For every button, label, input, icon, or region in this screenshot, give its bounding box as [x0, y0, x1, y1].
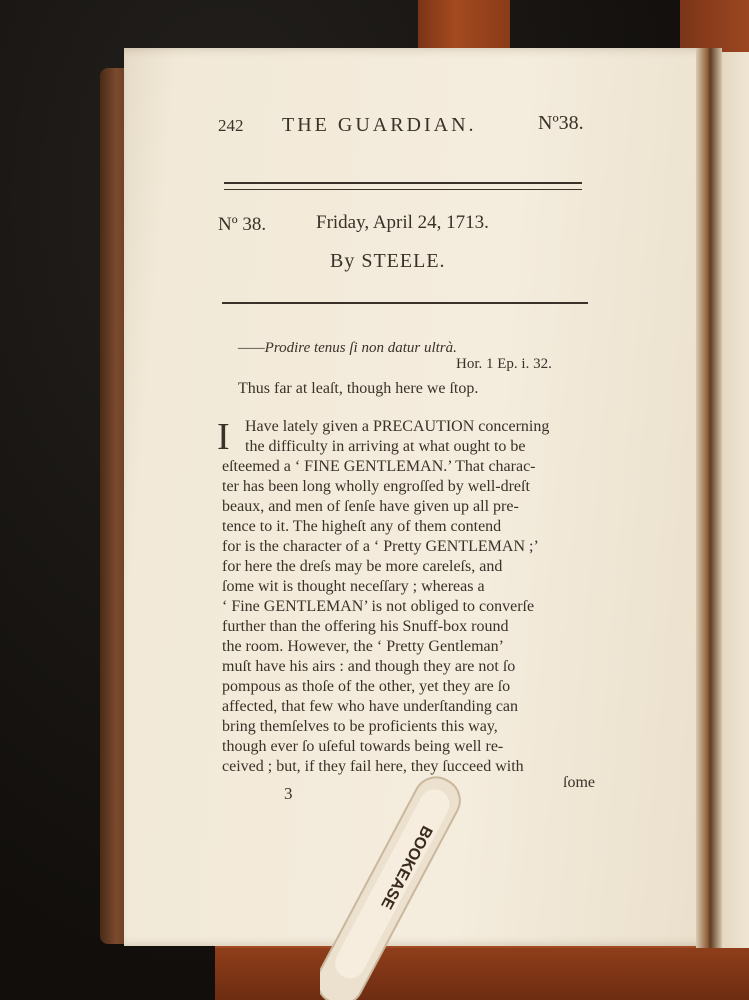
body-line: Have lately given a PRECAUTION concerning — [245, 418, 550, 435]
header-rule-thick — [224, 182, 582, 184]
section-rule — [222, 302, 588, 304]
body-line: the difficulty in arriving at what ought to be — [245, 438, 526, 455]
book-gutter — [696, 48, 722, 948]
body-line: the room. However, the ‘ Pretty Gentleman’ — [222, 638, 504, 655]
page-number: 242 — [218, 116, 244, 135]
body-line: ceived ; but, if they fail here, they ſucceed with — [222, 758, 524, 775]
header-rule-thin — [224, 189, 582, 190]
facing-page-edge — [718, 52, 749, 948]
body-line: ‘ Fine GENTLEMAN’ is not obliged to converſe — [222, 598, 535, 615]
body-line: ter has been long wholly engroſſed by well-dreſt — [222, 478, 530, 495]
issue-date: Friday, April 24, 1713. — [316, 212, 489, 233]
body-line: though ever ſo uſeful towards being well re- — [222, 738, 504, 755]
issue-number: Nº 38. — [218, 214, 267, 235]
signature-mark: 3 — [284, 784, 293, 803]
body-line: for is the character of a ‘ Pretty GENTLEMAN ;’ — [222, 538, 539, 555]
body-line: affected, that few who have underſtanding can — [222, 698, 519, 715]
body-line: eſteemed a ‘ FINE GENTLEMAN.’ That charac- — [222, 458, 536, 475]
book-stand-top — [418, 0, 510, 52]
body-line: tence to it. The higheſt any of them contend — [222, 518, 502, 535]
byline: By STEELE. — [330, 250, 446, 272]
running-number: Nº38. — [538, 112, 584, 134]
bookmark-brand: BOOKEASE — [377, 822, 436, 912]
body-line: further than the offering his Snuff-box round — [222, 618, 509, 635]
epigraph-reference: Hor. 1 Ep. i. 32. — [456, 356, 552, 372]
body-line: muſt have his airs : and though they are not ſo — [222, 658, 516, 675]
body-line: beaux, and men of ſenſe have given up all pre- — [222, 498, 519, 515]
body-line: ſome wit is thought neceſſary ; whereas a — [222, 578, 485, 595]
body-line: pompous as thoſe of the other, yet they are ſo — [222, 678, 511, 695]
book-stand-base — [215, 948, 749, 1000]
epigraph-latin: ——Prodire tenus ſi non datur ultrà. — [238, 340, 457, 356]
drop-cap: I — [217, 416, 230, 458]
bookmark-paddle — [320, 760, 480, 1000]
epigraph-english: Thus far at leaſt, though here we ſtop. — [238, 380, 479, 397]
catchword: ſome — [563, 774, 595, 791]
body-line: for here the dreſs may be more careleſs, and — [222, 558, 503, 575]
body-line: bring themſelves to be proficients this way, — [222, 718, 498, 735]
running-title: THE GUARDIAN. — [282, 114, 477, 136]
book-stand-right — [680, 0, 749, 52]
